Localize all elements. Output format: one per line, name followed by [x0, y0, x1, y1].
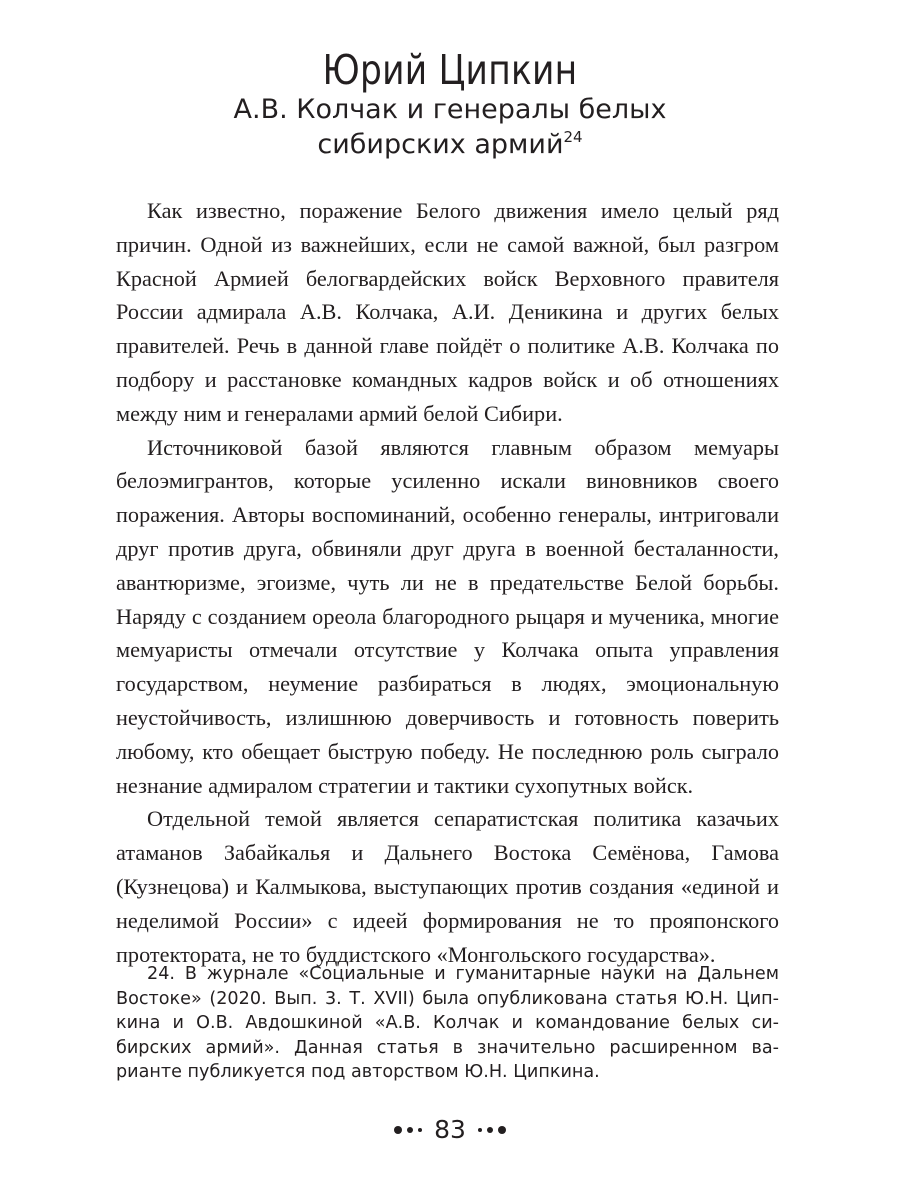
chapter-title-line-1: А.В. Колчак и генералы белых	[233, 94, 667, 125]
chapter-title	[0, 92, 900, 162]
paragraph-2: Источниковой базой являются главным образом мемуары белоэмигрантов, которые усиленно искали виновников своего поражения. Авторы воспоминаний, особенно генералы, интриговали друг против друга, обвиняли друг друга в военной бесталанности, авантюризме, эгоизме, чуть ли не в предательстве Белой борьбы. Наряду с созданием ореола благородного рыцаря и мученика, многие мемуаристы отмечали отсутствие у Колчака опыта управления государством, неумение разбираться в людях, эмоциональную неустойчивость, излишнюю доверчивость и готовность поверить любому, кто обещает быструю победу. Не последнюю роль сыграло незнание адмиралом стратегии и тактики сухопутных войск.	[116, 434, 779, 798]
chapter-title-line-2: сибирских армий	[317, 129, 564, 160]
author-name: Юрий Ципкин	[322, 46, 578, 94]
paragraph-3: Отдельной темой является сепаратистская политика казачьих атаманов Забайкалья и Дальнего Востока Семёнова, Гамова (Кузнецова) и Калмыкова, выступающих против создания «единой и неделимой России» с идеей формирования не то прояпонского протектората, не то буддистского «Монгольского государства».	[116, 806, 779, 967]
chapter-body	[116, 194, 779, 971]
paragraph-1: Как известно, поражение Белого движения имело целый ряд причин. Одной из важнейших, если не самой важной, был разгром Красной Армией белогвардейских войск Верховного правителя России адмирала А.В. Колчака, А.И. Деникина и других белых правителей. Речь в данной главе пойдёт о политике А.В. Колчака по подбору и расстановке командных кадров войск и об отношениях между ним и генералами армий белой Сибири.	[116, 198, 779, 426]
right-dots-ornament	[478, 1126, 506, 1134]
footnote: 24. В журнале «Социальные и гуманитарные науки на Дальнем Востоке» (2020. Вып. 3. Т. XVII) была опубликована статья Ю.Н. Ципкина и О.В. Авдошкиной «А.В. Колчак и командование белых сибирских армий». Данная статья в значительно расширенном варианте публикуется под авторством Ю.Н. Ципкина.	[116, 964, 779, 1083]
left-dots-ornament	[394, 1126, 422, 1134]
page-number: 83	[434, 1115, 466, 1144]
footnote-reference: 24	[563, 128, 583, 146]
page-footer	[0, 1110, 900, 1150]
